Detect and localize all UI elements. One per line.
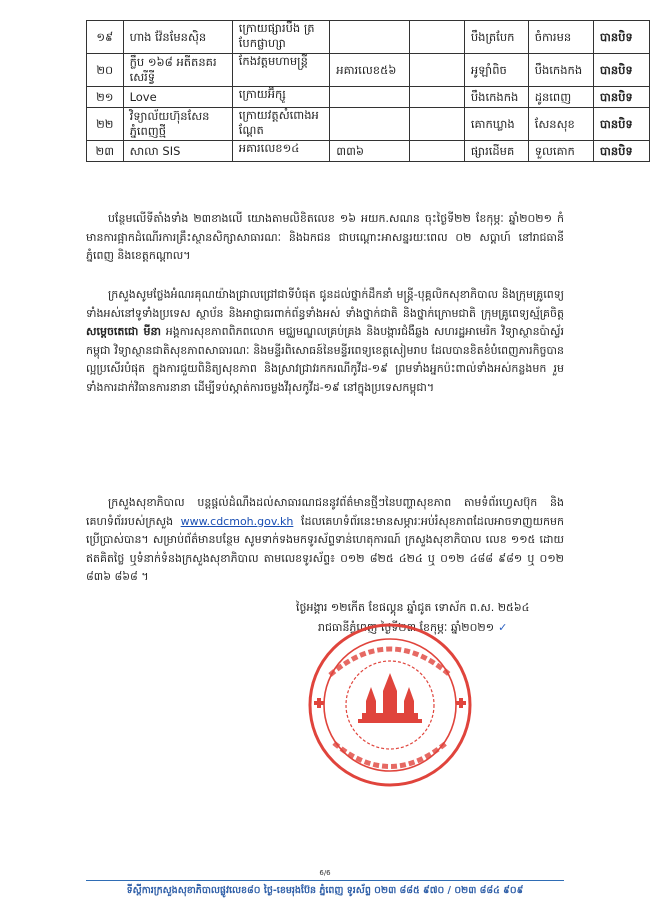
cell-place: អគារលេខ១៤ [232, 141, 330, 162]
website-link[interactable]: www.cdcmoh.gov.kh [180, 514, 294, 528]
cell-district: ដូនពេញ [528, 87, 593, 108]
cell-district: ទួលគោក [528, 141, 593, 162]
cell-index: ២១ [87, 87, 124, 108]
cell-name: Love [123, 87, 232, 108]
cell-building: ៣៣៦ [330, 141, 410, 162]
angkor-temple-icon [358, 673, 422, 723]
paragraph-thanks [86, 286, 564, 397]
cell-commune: បឹងកេងកង [464, 87, 528, 108]
cell-name: វិទ្យាល័យហ៊ុនសែនភ្នំពេញថ្មី [123, 108, 232, 141]
cell-village [410, 108, 465, 141]
table-row [87, 141, 650, 162]
check-mark-icon: ✓ [498, 621, 508, 634]
cell-village [410, 141, 465, 162]
cell-status: បានបិទ [593, 141, 649, 162]
cell-place: កែងវត្តមហាមន្ត្រី [232, 54, 330, 87]
table-row [87, 54, 650, 87]
paragraph-school-closure [86, 210, 564, 266]
lunar-date-text: ថ្ងៃអង្គារ ១២កើត ខែផល្គុន ឆ្នាំជូត ទោស័ក ព.ស. ២៥៦៤ [296, 601, 530, 614]
cell-village [410, 54, 465, 87]
table-row [87, 108, 650, 141]
paragraph-thanks-bold: សម្តេចតេជោ មីនា [86, 325, 161, 338]
cell-index: ២៣ [87, 141, 124, 162]
cell-district: ចំការមន [528, 21, 593, 54]
cell-building: អគារលេខ៥៦ [330, 54, 410, 87]
cell-name: ក្លឹប ១៦៨ អតីតនគរសេរីទ្វី [123, 54, 232, 87]
ministry-seal [300, 615, 480, 795]
paragraph-school-closure-text: បន្ថែមលើទីតាំងទាំង ២៣ខាងលើ យោងតាមលិខិតលេខ ១៦ អយក.សណន ចុះថ្ងៃទី២២ ខែកុម្ភៈ ឆ្នាំ២០២១ កំមានការផ្អាកដំណើរការគ្រឹះស្ថានសិក្សាសាធារណៈ និងឯកជន ជាបណ្តោះអាសន្នរយៈពេល ០២ សប្តាហ៍ នៅរាជធានីភ្នំពេញ និងខេត្តកណ្ដាល។ [86, 212, 564, 262]
cell-commune: គោកឃ្លាង [464, 108, 528, 141]
paragraph-contact-text-1: ក្រសួងសុខាភិបាល បន្តផ្តល់ដំណឹងដល់សាធារណជននូវព័ត៌មានថ្មីៗនៃបញ្ហាសុខភាព តាមទំព័រហ្វេសប៊ុក និងគេហទំព័ររបស់ក្រសួង [86, 496, 564, 528]
paragraph-thanks-text-1: ក្រសួងសូមថ្លែងអំណរគុណយ៉ាងជ្រាលជ្រៅជាទីបំផុត ជូនដល់ថ្នាក់ដឹកនាំ មន្ត្រី-បុគ្គលិកសុខាភិបាល និងក្រុមគ្រូពេទ្យទាំងអស់នៅទូទាំងប្រទេស ស្ថាប័ន និងអាជ្ញាធរពាក់ព័ន្ធទាំងអស់ ទាំងថ្នាក់ជាតិ និងថ្នាក់ក្រោមជាតិ ក្រុមគ្រូពេទ្យស្ម័គ្រចិត្ត [86, 288, 564, 320]
cell-commune: ផ្សារដើមគ [464, 141, 528, 162]
cell-village [410, 87, 465, 108]
cell-status: បានបិទ [593, 87, 649, 108]
cell-place: ក្រោយអ៊ិក្សូ [232, 87, 330, 108]
closed-locations-table [86, 20, 650, 162]
cell-name: សាលា SIS [123, 141, 232, 162]
table-row [87, 21, 650, 54]
paragraph-contact [86, 494, 564, 587]
paragraph-thanks-text-2: អង្គការសុខភាពពិភពលោក មជ្ឈមណ្ឌលគ្រប់គ្រង និងបង្ការជំងឺឆ្លង សហរដ្ឋអាមេរិក វិទ្យាស្ថានប៉ាស្ទ័រកម្ពុជា វិទ្យាស្ថានជាតិសុខភាពសាធារណៈ និងមន្ទីរពិសោធន៍នៃមន្ទីរពេទ្យខេត្តសៀមរាប ដែលបានខិតខំបំពេញភារកិច្ចបានល្អប្រសើរបំផុត ក្នុងការជួយពិនិត្យសុខភាព និងស្រាវជ្រាវរកករណីកូវីដ-១៩ ព្រមទាំងអ្នកប៉ះពាល់ទាំងអស់កន្លងមក រួមទាំងការដាក់វិធានការនានា ដើម្បីទប់ស្កាត់ការចម្លងវីរុសកូវីដ-១៩ នៅក្នុងប្រទេសកម្ពុជា។ [86, 325, 564, 394]
paragraph-contact-text-2: ដែលគេហទំព័រនេះមានសម្ភារៈអប់រំសុខភាពដែលអាចទាញយកមកប្រើប្រាស់បាន។ សម្រាប់ព័ត៌មានបន្ថែម សូមទាក់ទងមកទូរស័ព្ទទាន់ហេតុការណ៍ ក្រសួងសុខាភិបាល លេខ ១១៥ ដោយឥតគិតថ្លៃ ឬទំនាក់ទំនងក្រសួងសុខាភិបាល តាមលេខទូរស័ព្ទ៖ ០១២ ៨២៥ ៤២៤ ឬ ០១២ ៤៨៨ ៩៨១ ឬ ០១២ ៨៣៦ ៨៦៨ ។ [86, 514, 565, 583]
footer-divider [86, 880, 564, 881]
table-row [87, 87, 650, 108]
cell-building [330, 108, 410, 141]
footer-address-text: ទីស្តីការក្រសួងសុខាភិបាលផ្លូវលេខ៨០ ថ្ងៃ-ខេមរុងប៊ែន ភ្នំពេញ ទូរស័ព្ទ ០២៣ ៨៨៥ ៩៧០ / ០២៣ ៨៨៤ ៩០៩ [126, 885, 524, 896]
cell-commune: បឹងត្របែក [464, 21, 528, 54]
cell-commune: អូឡាំពិច [464, 54, 528, 87]
cell-building [330, 87, 410, 108]
cell-status: បានបិទ [593, 54, 649, 87]
footer-address [86, 884, 564, 898]
cell-index: ២០ [87, 54, 124, 87]
cell-building [330, 21, 410, 54]
cell-status: បានបិទ [593, 21, 649, 54]
cell-place: ក្រោយផ្សារបឹង ត្របែកផ្លាហ្សា [232, 21, 330, 54]
page-number-text: 6/6 [319, 869, 331, 877]
page-number [0, 869, 650, 877]
cell-index: ១៩ [87, 21, 124, 54]
place-date-text: រាជធានីភ្នំពេញ ថ្ងៃទី២៣ ខែកុម្ភៈ ឆ្នាំ២០២១ [318, 621, 495, 634]
cell-name: ហាង វ៉ែនមែនស៊ិន [123, 21, 232, 54]
cell-status: បានបិទ [593, 108, 649, 141]
cell-district: សែនសុខ [528, 108, 593, 141]
cell-place: ក្រោយវត្តសំពោងអ ណ្តែត [232, 108, 330, 141]
cell-district: បឹងកេងកង [528, 54, 593, 87]
cell-index: ២២ [87, 108, 124, 141]
cell-village [410, 21, 465, 54]
